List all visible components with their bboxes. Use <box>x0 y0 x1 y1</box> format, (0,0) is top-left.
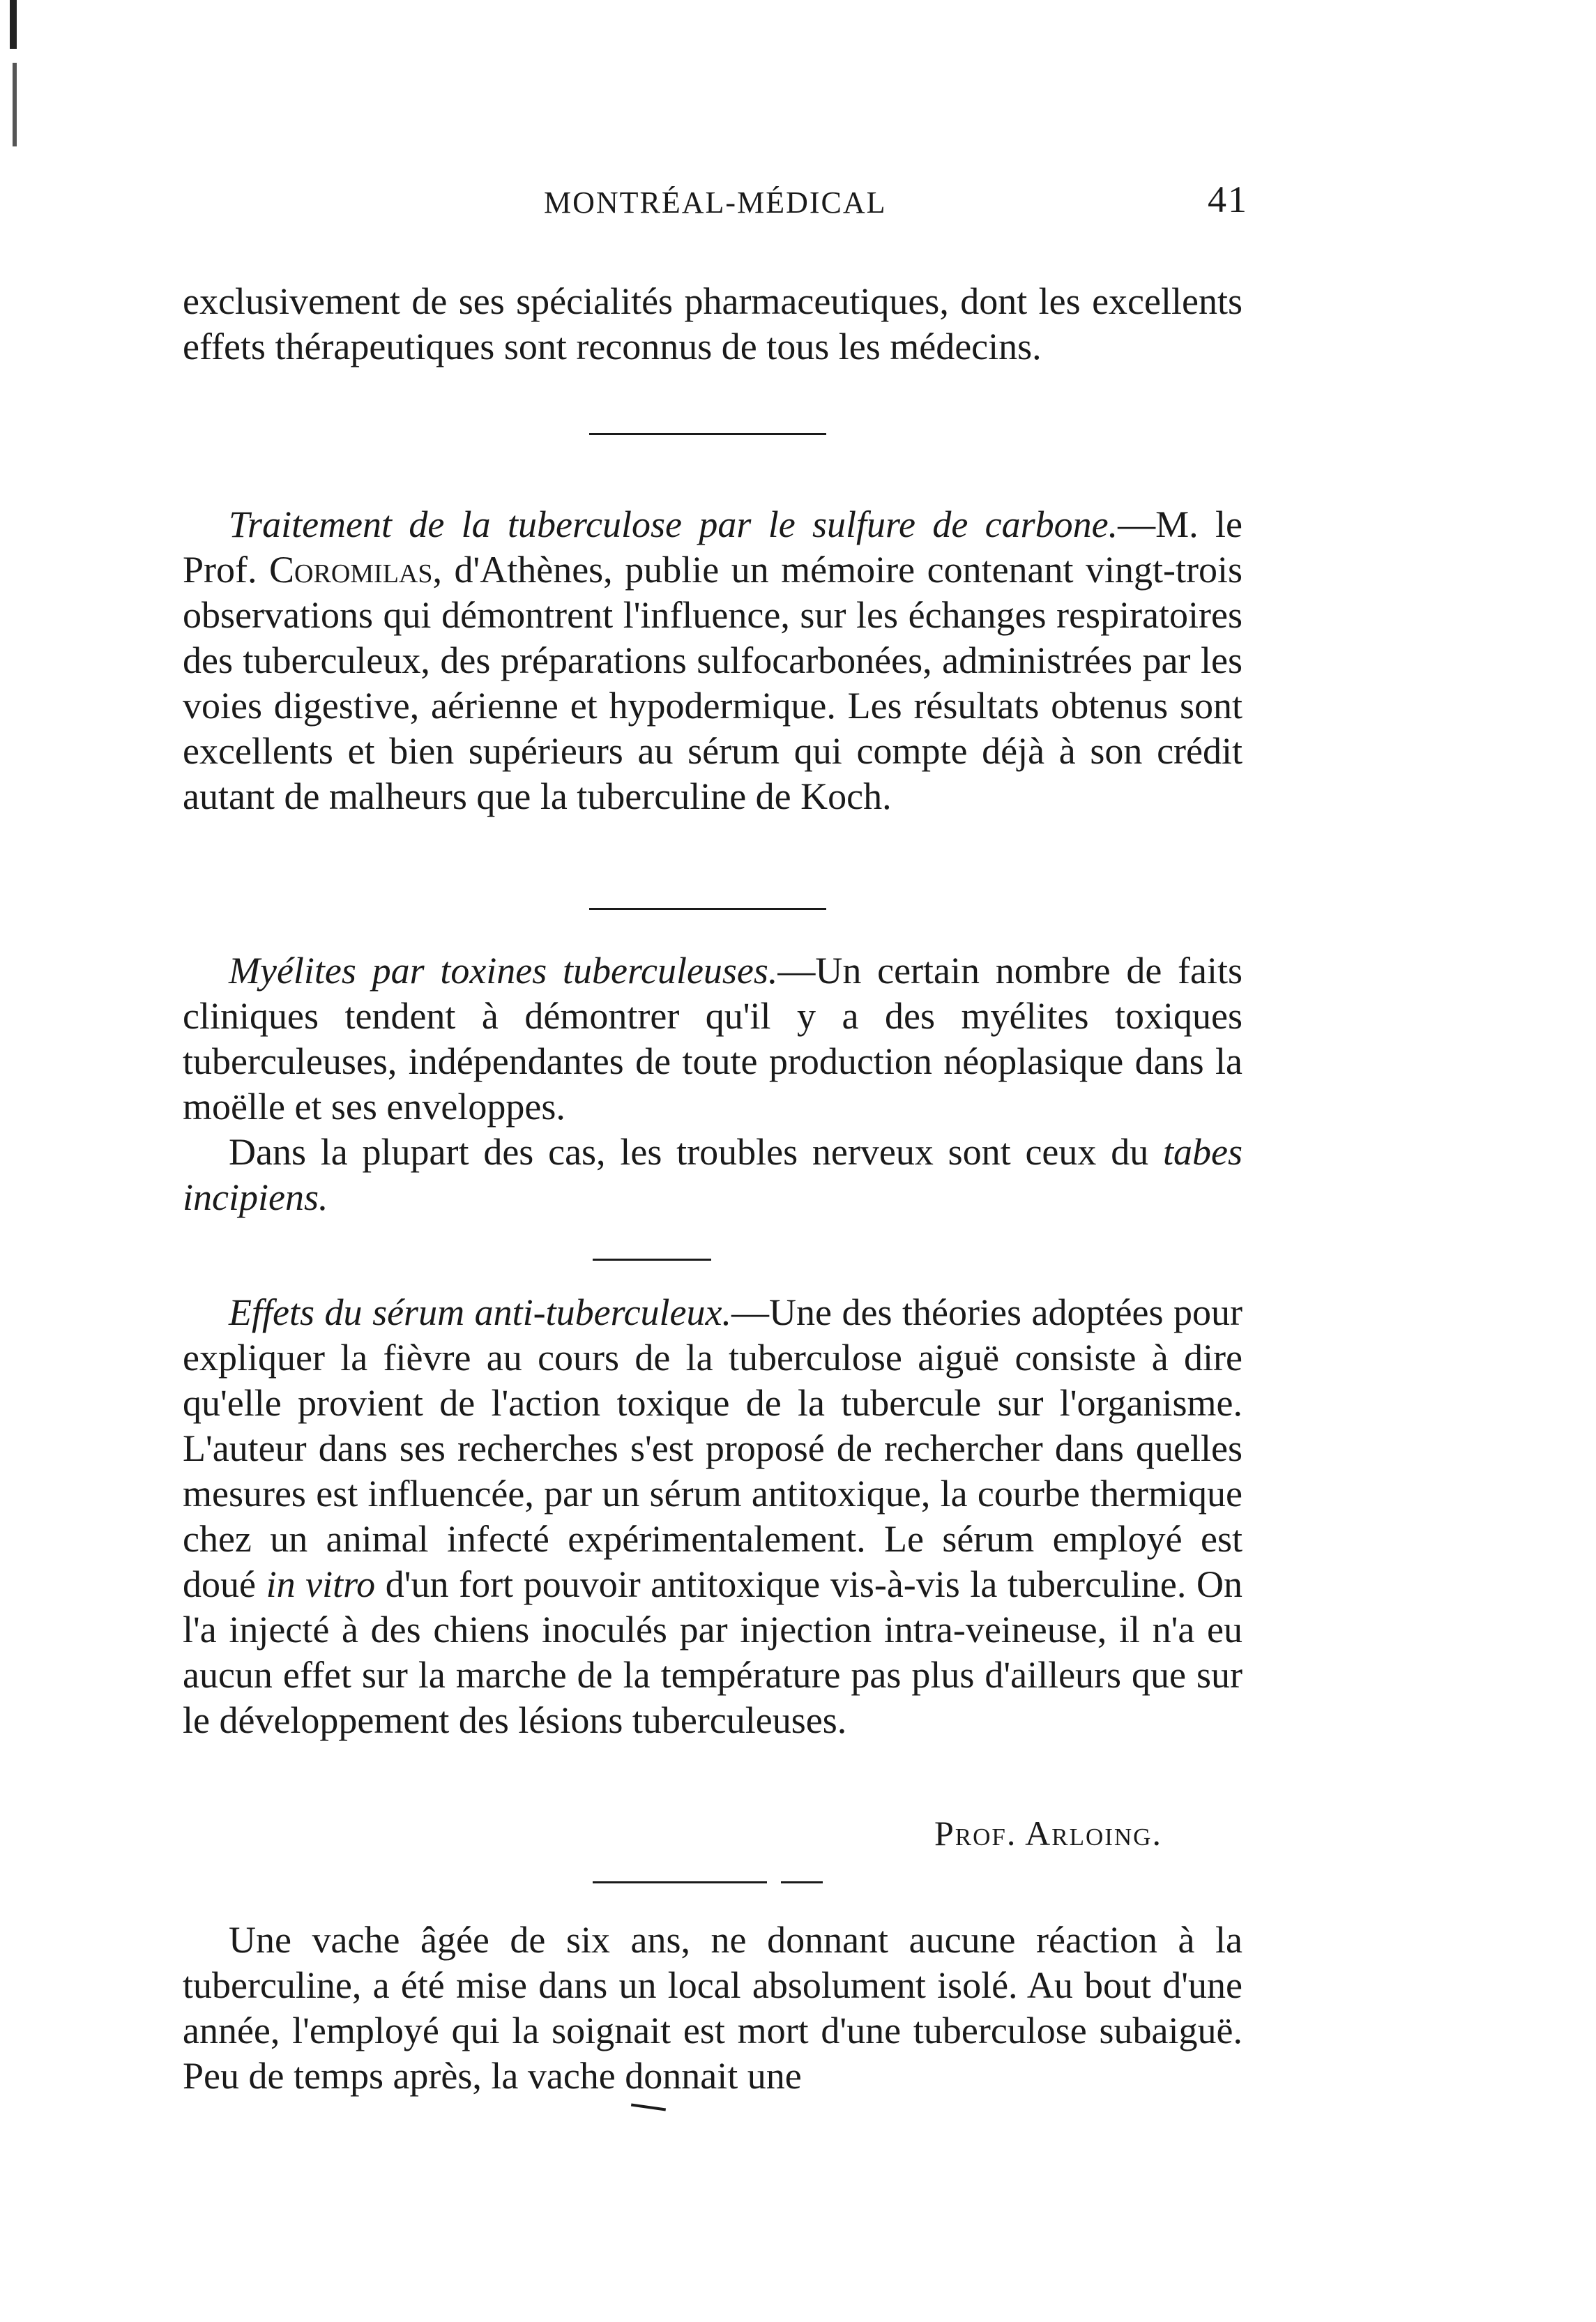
article-myelites <box>183 948 1242 1220</box>
article-carbon-sulfide <box>183 502 1242 819</box>
article-body: d'un fort pouvoir antitoxique vis-à-vis la tuberculine. On l'a injecté à des chiens inoculés par injection intra-veineuse, il n'a eu aucun effet sur la marche de la température pas plus d'ailleurs que sur le développement des lésions tuberculeuses. <box>183 1563 1242 1741</box>
article-author: Coromilas <box>269 549 433 591</box>
article-title: Effets du sérum anti-tuberculeux. <box>229 1291 731 1333</box>
stray-ink-mark <box>631 2104 666 2111</box>
page-number: 41 <box>1208 179 1248 220</box>
section-divider-tail <box>781 1881 823 1883</box>
article-italic-term: in vitro <box>266 1563 376 1605</box>
article-lead: —M. le Prof. <box>183 503 1242 591</box>
article-body: —Un certain nombre de faits cliniques tendent à démontrer qu'il y a des myélites toxiques tuberculeuses, indépendantes de toute production néoplasique dans la moëlle et ses enveloppes. <box>183 950 1242 1128</box>
article-italic-term: tabes incipiens. <box>183 1131 1243 1218</box>
article-myelites-paragraph-2 <box>183 1130 1242 1220</box>
intro-text: exclusivement de ses spécialités pharmaceutiques, dont les excellents effets thérapeutiques sont reconnus de tous les médecins. <box>183 280 1242 367</box>
section-divider <box>589 433 826 435</box>
article-title: Myélites par toxines tuberculeuses. <box>229 950 778 992</box>
article-signature: Prof. Arloing. <box>934 1814 1162 1853</box>
article-serum <box>183 1290 1242 1743</box>
binding-edge-shadow <box>13 63 17 146</box>
intro-paragraph <box>183 279 1242 370</box>
article-carbon-sulfide-paragraph <box>183 502 1242 819</box>
article-cow <box>183 1918 1242 2099</box>
article-title: Traitement de la tuberculose par le sulfure de carbone. <box>229 503 1118 545</box>
article-body: —Une des théories adoptées pour expliquer la fièvre au cours de la tuberculose aiguë consiste à dire qu'elle provient de l'action toxique de la tubercule sur l'organisme. L'auteur dans ses recherches s'est proposé de rechercher dans quelles mesures est influencée, par un sérum antitoxique, la courbe thermique chez un animal infecté expérimentalement. Le sérum employé est doué <box>183 1291 1242 1605</box>
running-head: MONTRÉAL-MÉDICAL <box>544 185 887 220</box>
article-body: Dans la plupart des cas, les troubles nerveux sont ceux du <box>229 1131 1149 1173</box>
binding-edge-mark <box>10 0 17 49</box>
article-cow-paragraph: Une vache âgée de six ans, ne donnant aucune réaction à la tuberculine, a été mise dans un local absolument isolé. Au bout d'une année, l'employé qui la soignait est mort d'une tuberculose subaiguë. Peu de temps après, la vache donnait une <box>183 1919 1242 2097</box>
section-divider <box>593 1881 767 1883</box>
section-divider <box>589 908 826 910</box>
article-body: , d'Athènes, publie un mémoire contenant vingt-trois observations qui démontrent l'influence, sur les échanges respiratoires des tuberculeux, des préparations sulfocarbonées, administrées par les voies digestive, aérienne et hypodermique. Les résultats obtenus sont excellents et bien supérieurs au sérum qui compte déjà à son crédit autant de malheurs que la tuberculine de Koch. <box>183 549 1243 817</box>
article-serum-paragraph <box>183 1290 1242 1743</box>
page-header <box>181 178 1248 227</box>
section-divider <box>593 1259 711 1261</box>
article-myelites-paragraph <box>183 948 1242 1130</box>
